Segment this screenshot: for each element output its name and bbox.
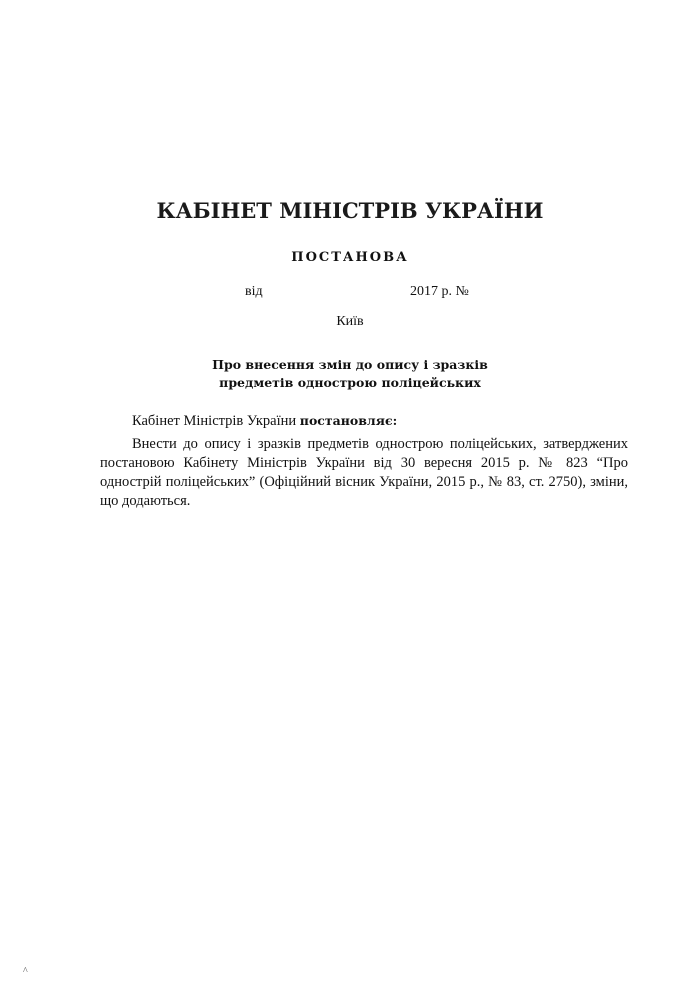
subject-line-1: Про внесення змін до опису і зразків: [212, 357, 488, 372]
subject-title: [0, 356, 700, 392]
body-paragraph: Внести до опису і зразків предметів однострою поліцейських, затверджених постановою Кабінету Міністрів України від 30 вересня 2015 р. № 823 “Про однострій поліцейських” (Офіційний вісник України, 2015 р., № 83, ст. 2750), зміни, що додаються.: [100, 436, 628, 509]
date-year-number: 2017 р. №: [410, 284, 469, 299]
date-prefix: від: [245, 284, 263, 299]
intro-paragraph: [100, 411, 628, 431]
subject-line-2: предметів однострою поліцейських: [219, 375, 481, 390]
city-label: Київ: [336, 314, 364, 329]
document-type-title: ПОСТАНОВА: [291, 250, 409, 265]
intro-bold-verb: постановляє:: [299, 413, 398, 428]
intro-text: Кабінет Міністрів України: [132, 413, 300, 429]
issuer-heading: КАБІНЕТ МІНІСТРІВ УКРАЇНИ: [156, 198, 544, 223]
document-body: [100, 411, 628, 526]
date-line: [0, 284, 700, 304]
footer-mark: ^: [23, 966, 28, 977]
